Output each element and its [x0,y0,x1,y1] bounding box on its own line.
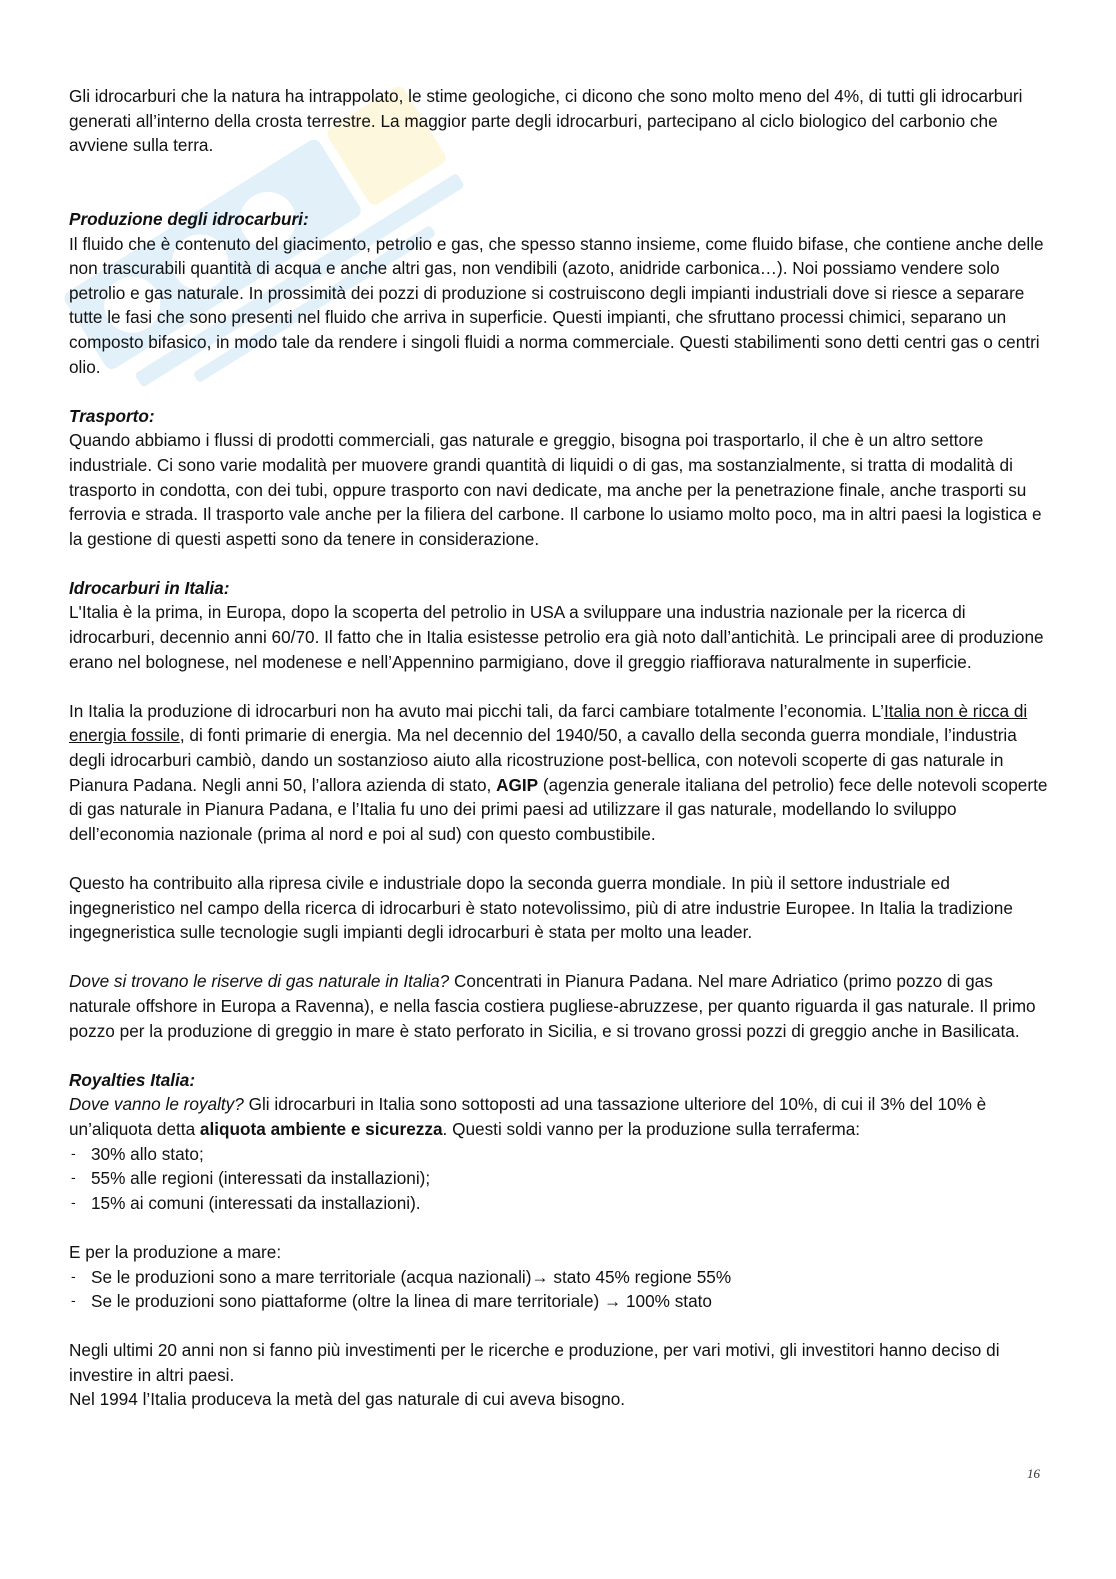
heading-italia: Idrocarburi in Italia: [69,577,230,598]
produzione-paragraph: Il fluido che è contenuto del giacimento, petrolio e gas, che spesso stanno insieme, come fluido bifase, che contiene anche delle non trascurabili quantità di acqua e anche altri gas, non vendibili (azoto, anidride carbonica…). Noi possiamo vendere solo petrolio e gas naturale. In prossimità dei pozzi di produzione si costruiscono degli impianti industriali dove si riesce a separare tutte le fasi che sono presenti nel fluido che arriva in superficie. Questi impianti, che sfruttano processi chimici, separano un composto bifasico, in modo tale da rendere i singoli fluidi a norma commerciale. Questi stabilimenti sono detti centri gas o centri olio. [69,233,1044,377]
page-number: 16 [1027,1466,1040,1481]
list-item: - 30% allo stato; [69,1142,1049,1167]
list-item: - Se le produzioni sono piattaforme (oltre la linea di mare territoriale) → 100% stato [69,1289,1049,1314]
mare-intro: E per la produzione a mare: [69,1241,282,1262]
heading-produzione: Produzione degli idrocarburi: [69,208,309,229]
trasporto-paragraph: Quando abbiamo i flussi di prodotti commerciali, gas naturale e greggio, bisogna poi trasportarlo, il che è un altro settore industriale. Ci sono varie modalità per muovere grandi quantità di liquidi o di gas, ma sostanzialmente, si tratta di modalità di trasporto in condotta, con dei tubi, oppure trasporto con navi dedicate, ma anche per la penetrazione finale, anche trasporti su ferrovia e strada. Il trasporto vale anche per la filiera del carbone. Il carbone lo usiamo molto poco, ma in altri paesi la logistica e la gestione di questi aspetti sono da tenere in considerazione. [69,430,1042,549]
royalty-question: Dove vanno le royalty? [69,1094,244,1115]
italia-paragraph-3: Questo ha contribuito alla ripresa civile e industriale dopo la seconda guerra mondiale. In più il settore industriale ed ingegneristico nel campo della ricerca di idrocarburi è stato notevolissimo, più di atre industrie Europee. In Italia la tradizione ingegneristica sulle tecnologie sugli impianti degli idrocarburi è stata per molto una leader. [69,873,1013,943]
italia-paragraph-2: In Italia la produzione di idrocarburi non ha avuto mai picchi tali, da farci cambiare totalmente l’economia. L’Italia non è ricca di energia fossile, di fonti primarie di energia. Ma nel decennio del 1940/50, a cavallo della seconda guerra mondiale, l’industria degli idrocarburi cambiò, dando un sostanzioso aiuto alla ricostruzione post-bellica, con notevoli scoperte di gas naturale in Pianura Padana. Negli anni 50, l’allora azienda di stato, AGIP (agenzia generale italiana del petrolio) fece delle notevoli scoperte di gas naturale in Pianura Padana, e l’Italia fu uno dei primi paesi ad utilizzare il gas naturale, modellando lo sviluppo dell’economia nazionale (prima al nord e poi al sud) con questo combustibile. [69,700,1048,844]
list-item: - Se le produzioni sono a mare territoriale (acqua nazionali)→ stato 45% regione 55% [69,1265,1049,1290]
aliquota-bold: aliquota ambiente e sicurezza [199,1118,443,1139]
list-item: - 15% ai comuni (interessati da installazioni). [69,1191,1049,1216]
closing-paragraph-1: Negli ultimi 20 anni non si fanno più investimenti per le ricerche e produzione, per vari motivi, gli investitori hanno deciso di investire in altri paesi. [69,1340,1000,1385]
heading-royalties: Royalties Italia: [69,1069,196,1090]
terraferma-list [69,1142,1049,1216]
riserve-question: Dove si trovano le riserve di gas naturale in Italia? [69,971,450,992]
italia-paragraph-1: L'Italia è la prima, in Europa, dopo la scoperta del petrolio in USA a sviluppare una industria nazionale per la ricerca di idrocarburi, decennio anni 60/70. Il fatto che in Italia esistesse petrolio era già noto dall’antichità. Le principali aree di produzione erano nel bolognese, nel modenese e nell’Appennino parmigiano, dove il greggio riaffiorava naturalmente in superficie. [69,602,1044,672]
italia-paragraph-4: Dove si trovano le riserve di gas naturale in Italia? Concentrati in Pianura Padana. Nel mare Adriatico (primo pozzo di gas naturale offshore in Europa a Ravenna), e nella fascia costiera pugliese-abruzzese, per quanto riguarda il gas naturale. Il primo pozzo per la produzione di greggio in mare è stato perforato in Sicilia, e si trovano grossi pozzi di greggio anche in Basilicata. [69,971,1036,1041]
intro-paragraph: Gli idrocarburi che la natura ha intrappolato, le stime geologiche, ci dicono che sono molto meno del 4%, di tutti gli idrocarburi generati all’interno della crosta terrestre. La maggior parte degli idrocarburi, partecipano al ciclo biologico del carbonio che avviene sulla terra. [69,86,1023,156]
mare-list [69,1265,1049,1314]
underlined-text: Italia non è ricca di energia fossile [69,700,1028,746]
agip-bold: AGIP [496,774,539,795]
royalties-paragraph: Dove vanno le royalty? Gli idrocarburi in Italia sono sottoposti ad una tassazione ulteriore del 10%, di cui il 3% del 10% è un’aliquota detta aliquota ambiente e sicurezza. Questi soldi vanno per la produzione sulla terraferma: [69,1094,987,1139]
list-item: - 55% alle regioni (interessati da installazioni); [69,1166,1049,1191]
document-body [69,84,1049,1412]
closing-paragraph-2: Nel 1994 l’Italia produceva la metà del gas naturale di cui aveva bisogno. [69,1389,626,1410]
heading-trasporto: Trasporto: [69,405,155,426]
